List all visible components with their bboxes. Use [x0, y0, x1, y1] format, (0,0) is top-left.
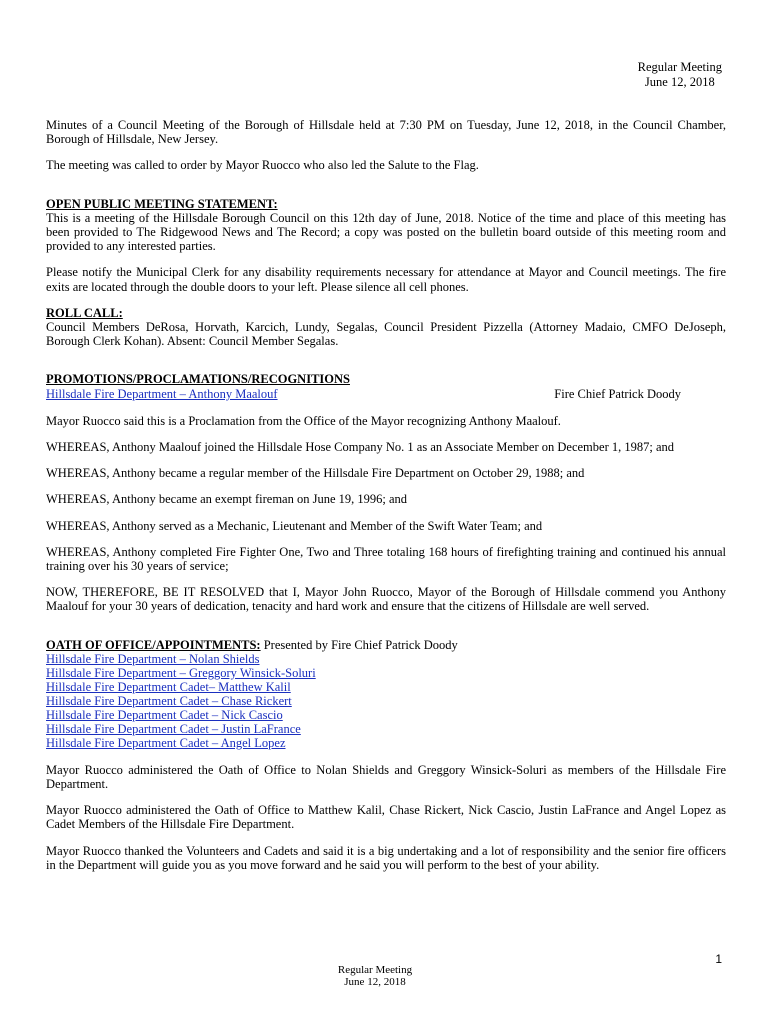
footer-meeting-date: June 12, 2018 — [344, 976, 406, 988]
roll-call-heading: ROLL CALL: — [46, 305, 123, 320]
chase-rickert-link[interactable]: Hillsdale Fire Department Cadet – Chase Rickert — [46, 693, 292, 708]
open-public-meeting-heading: OPEN PUBLIC MEETING STATEMENT: — [46, 196, 278, 211]
matthew-kalil-link[interactable]: Hillsdale Fire Department Cadet– Matthew Kalil — [46, 679, 291, 694]
whereas-paragraph: WHEREAS, Anthony became a regular member of the Hillsdale Fire Department on October 29, 1988; and — [46, 466, 585, 481]
page-number: 1 — [715, 952, 722, 966]
header-meeting-type: Regular Meeting — [637, 60, 722, 74]
whereas-paragraph: WHEREAS, Anthony became an exempt fireman on June 19, 1996; and — [46, 492, 408, 507]
running-footer — [0, 964, 750, 988]
oath-heading-row — [46, 638, 726, 652]
oath-members-paragraph: Mayor Ruocco administered the Oath of Office to Nolan Shields and Greggory Winsick-Soluri as members of the Hillsdale Fire Department. — [46, 762, 726, 792]
anthony-maalouf-link[interactable]: Hillsdale Fire Department – Anthony Maalouf — [46, 386, 278, 401]
proclamation-row — [46, 387, 726, 401]
intro-paragraph: Minutes of a Council Meeting of the Borough of Hillsdale held at 7:30 PM on Tuesday, June 12, 2018, in the Council Chamber, Borough of Hillsdale, New Jersey. — [46, 118, 726, 147]
minutes-body — [46, 118, 726, 884]
call-to-order-paragraph: The meeting was called to order by Mayor Ruocco who also led the Salute to the Flag. — [46, 158, 479, 173]
disability-notice: Please notify the Municipal Clerk for any disability requirements necessary for attendance at Mayor and Council meetings. The fire exits are located through the double doors to your left. Please silence all cell phones. — [46, 265, 726, 294]
mayor-thanks-paragraph: Mayor Ruocco thanked the Volunteers and Cadets and said it is a big undertaking and a lot of responsibility and the senior fire officers in the Department will guide you as you move forward and he said you will perform to the best of your ability. — [46, 843, 726, 872]
whereas-paragraph: WHEREAS, Anthony Maalouf joined the Hillsdale Hose Company No. 1 as an Associate Member on December 1, 1987; and — [46, 440, 675, 455]
oath-presenter: Presented by Fire Chief Patrick Doody — [263, 637, 458, 652]
angel-lopez-link[interactable]: Hillsdale Fire Department Cadet – Angel Lopez — [46, 735, 286, 750]
running-header — [638, 60, 722, 90]
proclamation-paragraph: Mayor Ruocco said this is a Proclamation from the Office of the Mayor recognizing Anthony Maalouf. — [46, 413, 561, 428]
oath-cadets-paragraph: Mayor Ruocco administered the Oath of Office to Matthew Kalil, Chase Rickert, Nick Cascio, Justin LaFrance and Angel Lopez as Cadet Members of the Hillsdale Fire Department. — [46, 803, 726, 832]
promotions-heading: PROMOTIONS/PROCLAMATIONS/RECOGNITIONS — [46, 372, 350, 387]
oath-link-list — [46, 652, 726, 750]
header-meeting-date: June 12, 2018 — [644, 75, 715, 89]
justin-lafrance-link[interactable]: Hillsdale Fire Department Cadet – Justin LaFrance — [46, 721, 301, 736]
whereas-paragraph: WHEREAS, Anthony served as a Mechanic, Lieutenant and Member of the Swift Water Team; and — [46, 518, 543, 533]
oath-heading: OATH OF OFFICE/APPOINTMENTS: — [46, 637, 261, 652]
resolution-paragraph: NOW, THEREFORE, BE IT RESOLVED that I, Mayor John Ruocco, Mayor of the Borough of Hillsdale commend you Anthony Maalouf for your 30 years of dedication, tenacity and hard work and ensure that the citizens of Hillsdale are well served. — [46, 585, 726, 614]
nick-cascio-link[interactable]: Hillsdale Fire Department Cadet – Nick Cascio — [46, 707, 283, 722]
whereas-paragraph: WHEREAS, Anthony completed Fire Fighter One, Two and Three totaling 168 hours of firefighting training and continued his annual training over his 30 years of service; — [46, 544, 726, 574]
roll-call-text: Council Members DeRosa, Horvath, Karcich, Lundy, Segalas, Council President Pizzella (Attorney Madaio, CMFO DeJoseph, Borough Clerk Kohan). Absent: Council Member Segalas. — [46, 320, 726, 349]
open-public-meeting-notice: This is a meeting of the Hillsdale Borough Council on this 12th day of June, 2018. Notice of the time and place of this meeting has been provided to The Ridgewood News and The Record; a copy was posted on the bulletin board outside of this meeting room and provided to any interested parties. — [46, 210, 726, 254]
nolan-shields-link[interactable]: Hillsdale Fire Department – Nolan Shields — [46, 651, 260, 666]
proclamation-presenter: Fire Chief Patrick Doody — [554, 386, 681, 401]
footer-meeting-type: Regular Meeting — [337, 964, 413, 976]
greggory-winsick-soluri-link[interactable]: Hillsdale Fire Department – Greggory Winsick-Soluri — [46, 665, 316, 680]
